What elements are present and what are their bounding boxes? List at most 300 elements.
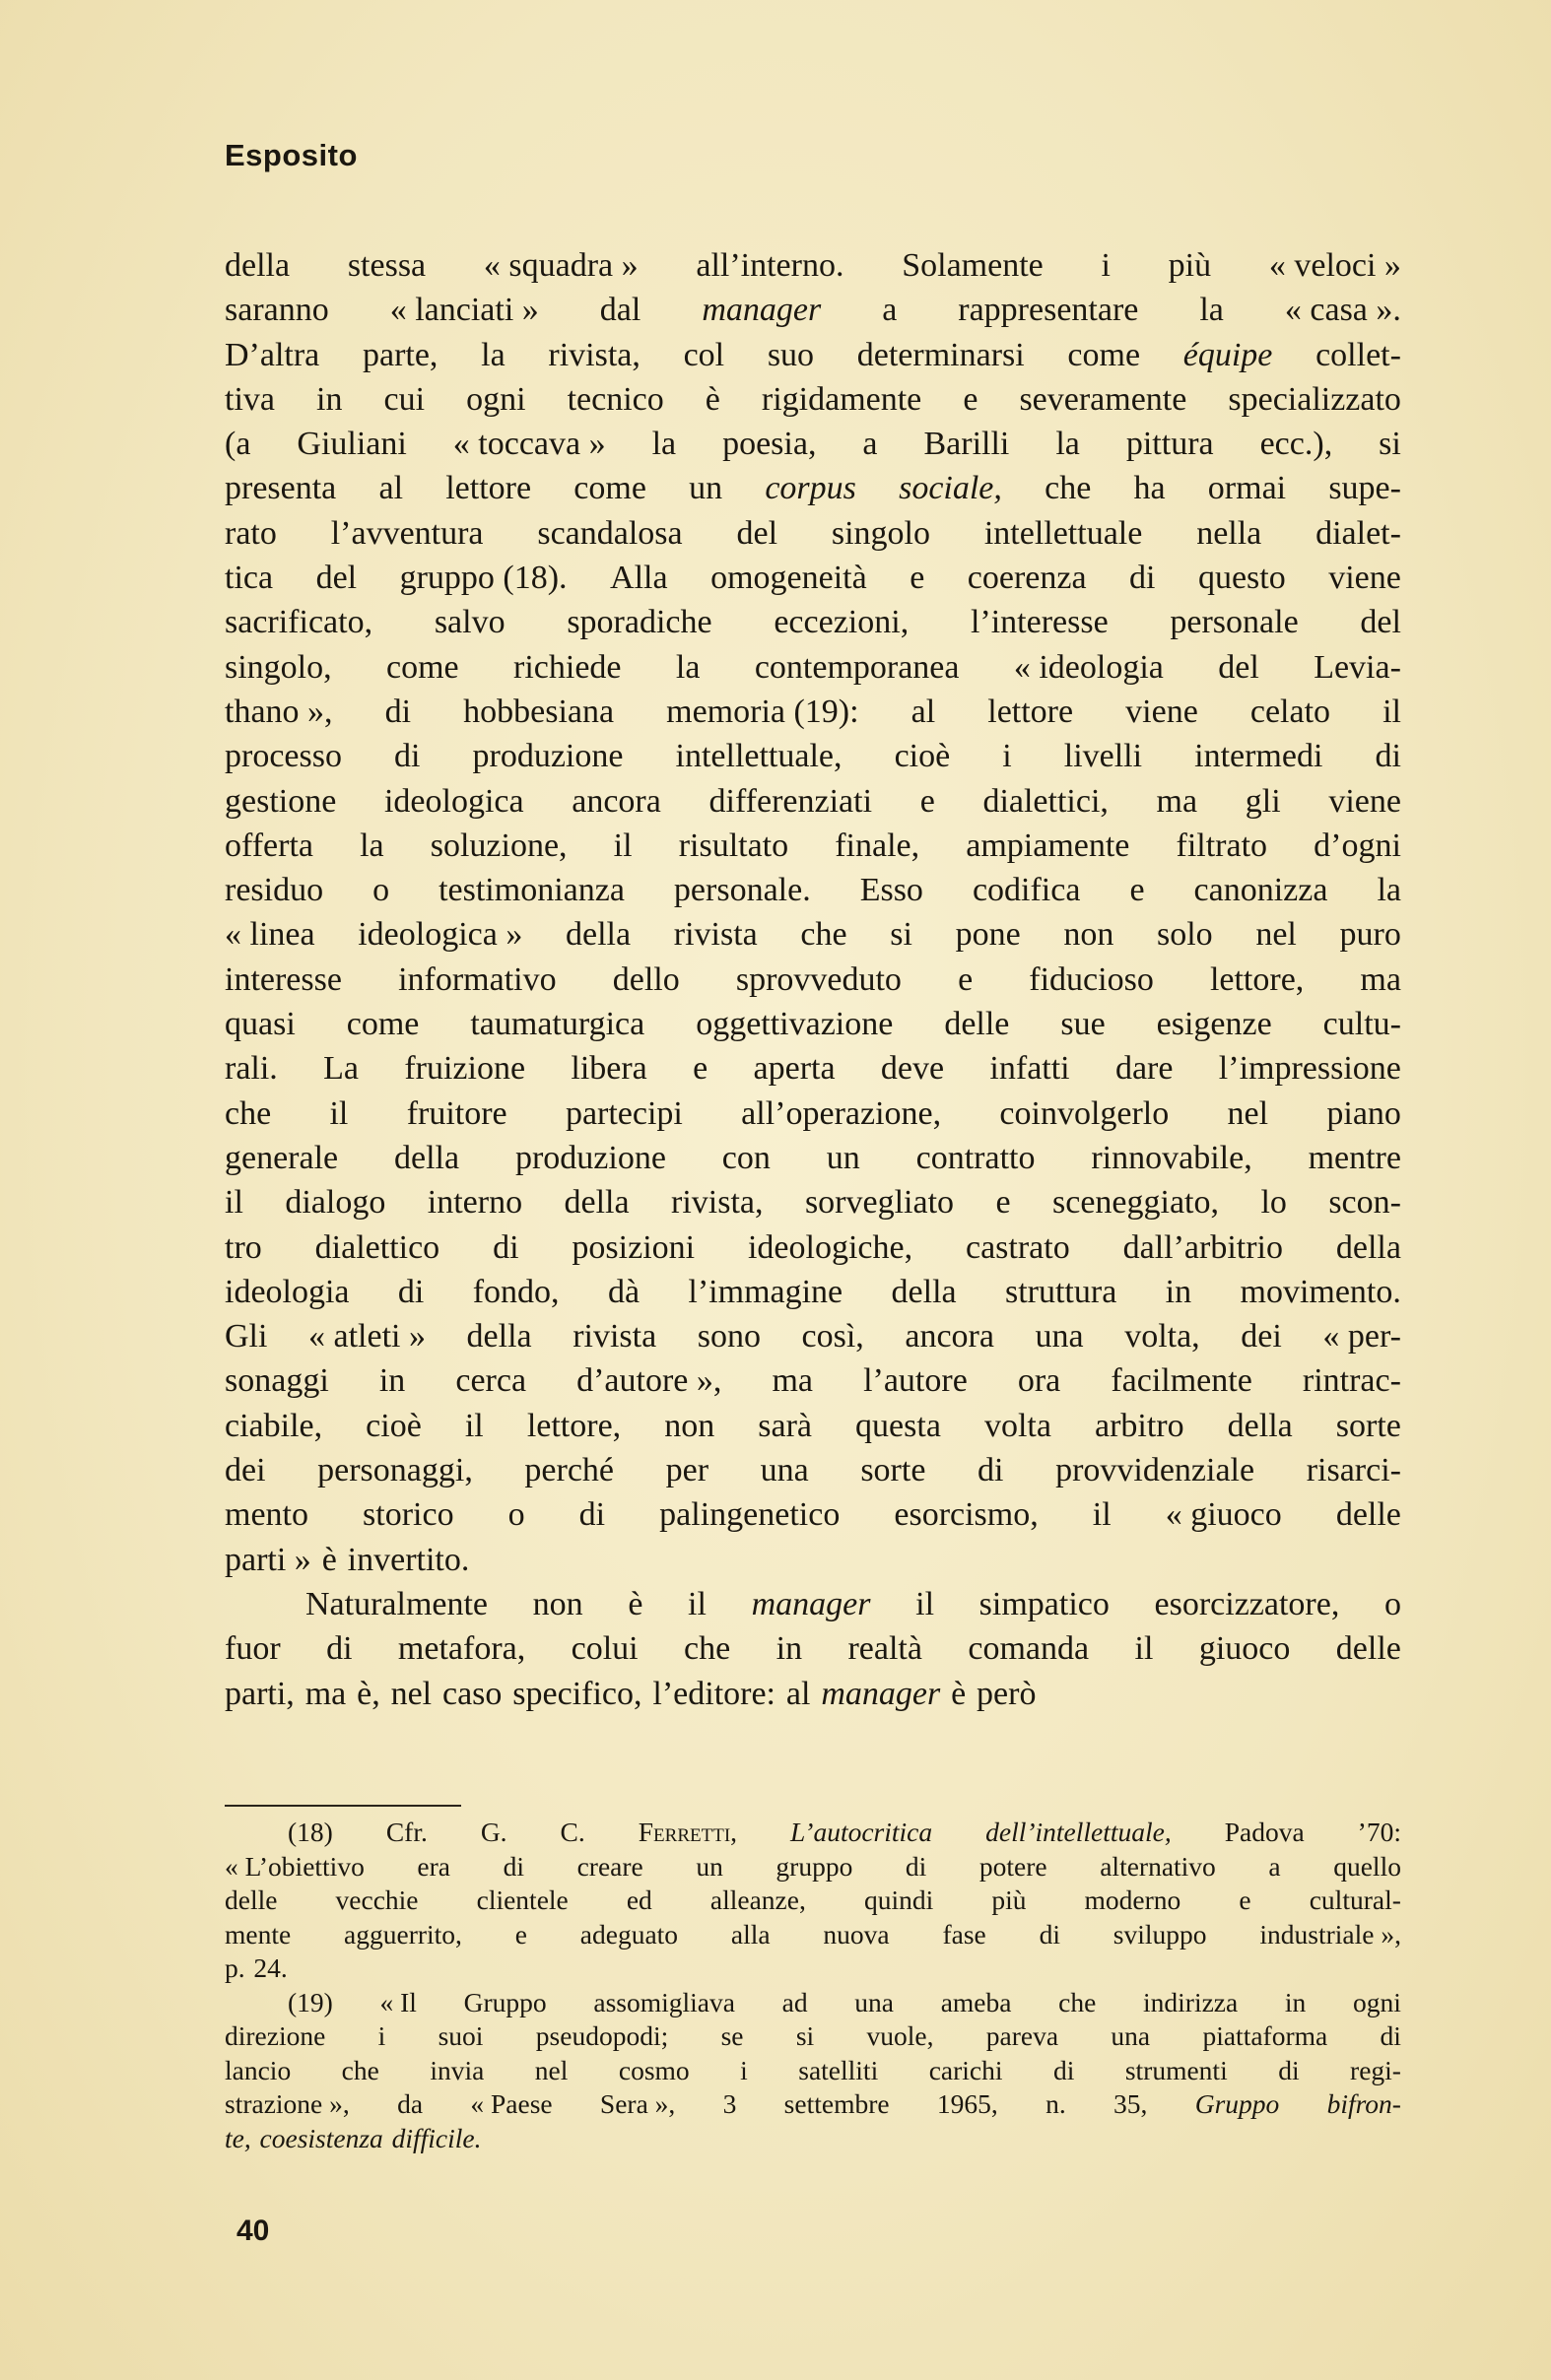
word: da	[397, 2088, 424, 2119]
footnote-line	[225, 2019, 1401, 2054]
word: personaggi,	[317, 1452, 473, 1489]
word: coerenza	[967, 560, 1087, 597]
word: lettore	[445, 470, 532, 507]
text-line	[225, 1314, 1401, 1358]
word: parti,	[225, 1675, 295, 1712]
word: direzione	[225, 2020, 326, 2051]
word: cultu-	[1322, 1006, 1401, 1043]
word: tecnico	[567, 380, 664, 418]
word: in	[1165, 1273, 1192, 1310]
word: infatti	[989, 1050, 1070, 1088]
word: palingenetico	[659, 1496, 841, 1534]
word: al	[378, 470, 404, 507]
word: della	[564, 1184, 630, 1222]
word: sarà	[758, 1407, 812, 1444]
footnote-line	[225, 1816, 1401, 1850]
word: coesistenza	[259, 2122, 383, 2153]
word: i	[377, 2020, 386, 2051]
word: e	[910, 560, 925, 597]
word: G.	[480, 1817, 507, 1847]
word: sporadiche	[567, 604, 712, 641]
word: rivista	[673, 916, 758, 954]
text-line	[225, 422, 1401, 466]
word: produzione	[472, 738, 624, 775]
word: dà	[607, 1273, 641, 1310]
word: il	[329, 1094, 349, 1132]
word: a	[882, 292, 898, 329]
word: solo	[1156, 916, 1213, 954]
word: gruppo	[776, 1850, 853, 1882]
word: aperta	[753, 1050, 836, 1088]
word: ed	[626, 1884, 652, 1915]
word: una	[1035, 1318, 1084, 1355]
word: residuo	[225, 872, 324, 909]
word: ampiamente	[966, 826, 1130, 864]
word: castrato	[966, 1228, 1070, 1266]
word: 35,	[1113, 2088, 1148, 2119]
word: generale	[225, 1139, 339, 1176]
word: Sera »,	[599, 2088, 676, 2119]
word: interno	[427, 1184, 523, 1222]
word: o	[1383, 1585, 1401, 1622]
word: quello	[1333, 1850, 1401, 1882]
word: e	[1239, 1884, 1251, 1915]
word: delle	[225, 1884, 278, 1915]
word: come	[346, 1006, 420, 1043]
word: i	[1101, 247, 1111, 284]
word: è,	[357, 1675, 380, 1712]
word: sviluppo	[1113, 1918, 1207, 1950]
text-line	[225, 288, 1401, 332]
word: dall’arbitrio	[1122, 1228, 1283, 1266]
word: suoi	[438, 2020, 484, 2051]
word: lettore	[987, 693, 1074, 730]
word: lo	[1260, 1184, 1287, 1222]
word: nel	[1255, 916, 1297, 954]
word: cioè	[366, 1407, 422, 1444]
word: della	[1335, 1228, 1401, 1266]
word: stessa	[347, 247, 427, 284]
word: strazione »,	[225, 2088, 350, 2119]
word: alleanze,	[709, 1884, 806, 1915]
word: invia	[430, 2054, 485, 2085]
word: ha	[1133, 470, 1166, 507]
word: rali.	[225, 1050, 278, 1088]
word: assomigliava	[593, 1986, 735, 2017]
word: Gruppo	[1194, 2088, 1280, 2119]
word: dialettico	[314, 1228, 440, 1266]
word: quasi	[225, 1006, 296, 1043]
word: più	[991, 1884, 1027, 1915]
word: thano »,	[225, 693, 333, 730]
word: « Paese	[470, 2088, 553, 2119]
word: quindi	[863, 1884, 934, 1915]
text-line	[225, 556, 1401, 600]
word: ecc.),	[1259, 426, 1333, 463]
word: di	[1039, 1918, 1060, 1950]
word: 24.	[253, 1952, 288, 1983]
word: che	[684, 1630, 731, 1668]
word: rato	[225, 514, 277, 552]
word: fiducioso	[1029, 960, 1154, 998]
word: Barilli	[923, 426, 1010, 463]
word: agguerrito,	[344, 1918, 462, 1950]
word: la	[1199, 292, 1224, 329]
word: il	[225, 1184, 243, 1222]
word: dialet-	[1315, 514, 1401, 552]
word: satelliti	[798, 2054, 879, 2085]
word: delle	[944, 1006, 1010, 1043]
word: rivista,	[548, 336, 641, 373]
footnote-line	[225, 2054, 1401, 2088]
word: il	[1382, 693, 1401, 730]
word: nel	[390, 1675, 433, 1712]
word: volta	[983, 1407, 1051, 1444]
word: si	[795, 2020, 815, 2051]
word: come	[573, 470, 646, 507]
text-line	[225, 1002, 1401, 1046]
word: in	[378, 1362, 406, 1400]
word: indirizza	[1143, 1986, 1239, 2017]
footnotes	[225, 1816, 1401, 2155]
word: delle	[1335, 1630, 1401, 1668]
word: intellettuale	[983, 514, 1143, 552]
word: industriale »,	[1259, 1918, 1401, 1950]
word: (19)	[288, 1986, 333, 2017]
word: la	[675, 648, 701, 686]
text-line	[225, 734, 1401, 778]
word: in	[316, 380, 343, 418]
word: canonizza	[1193, 872, 1328, 909]
word: si	[890, 916, 912, 954]
text-line	[225, 1091, 1401, 1136]
word: produzione	[514, 1139, 666, 1176]
word: ad	[781, 1986, 808, 2017]
word: La	[323, 1050, 359, 1088]
text-line	[225, 1626, 1401, 1671]
text-line	[225, 377, 1401, 422]
word: alla	[730, 1918, 771, 1950]
word: sorvegliato	[804, 1184, 955, 1222]
word: della	[891, 1273, 957, 1310]
word: il	[464, 1407, 484, 1444]
word: i	[1002, 738, 1012, 775]
word: carichi	[928, 2054, 1003, 2085]
word: giuoco	[1198, 1630, 1291, 1668]
word: nella	[1196, 514, 1262, 552]
word: Levia-	[1314, 648, 1401, 686]
word: i	[740, 2054, 748, 2085]
word: ma	[1156, 782, 1198, 820]
word: tica	[225, 560, 274, 597]
word: che	[225, 1094, 272, 1132]
word: personale.	[673, 872, 811, 909]
word: una	[760, 1452, 809, 1489]
word: vuole,	[866, 2020, 934, 2051]
word: oggettivazione	[696, 1006, 894, 1043]
word: perché	[524, 1452, 615, 1489]
word: del	[315, 560, 358, 597]
word: simpatico	[978, 1585, 1110, 1622]
word: sue	[1060, 1006, 1106, 1043]
word: pseudopodi;	[535, 2020, 669, 2051]
word: « Il	[379, 1986, 417, 2017]
text-line	[225, 779, 1401, 824]
word: coinvolgerlo	[999, 1094, 1170, 1132]
word: Alla	[610, 560, 668, 597]
word: settembre	[783, 2088, 890, 2119]
word: di	[503, 1850, 524, 1882]
word: interesse	[225, 960, 342, 998]
word: delle	[1335, 1496, 1401, 1534]
text-line	[225, 958, 1401, 1002]
word: piattaforma	[1202, 2020, 1328, 2051]
word: la	[1377, 872, 1401, 909]
word: come	[1067, 336, 1141, 373]
word: taumaturgica	[470, 1006, 645, 1043]
word: ogni	[466, 380, 526, 418]
word: all’interno.	[696, 247, 844, 284]
word: lettore,	[1209, 960, 1305, 998]
word: però	[977, 1675, 1037, 1712]
word: d’autore »,	[576, 1362, 722, 1400]
word: potere	[978, 1850, 1047, 1882]
word: determinarsi	[856, 336, 1025, 373]
footnote-line	[225, 1951, 1401, 1986]
word: creare	[576, 1850, 643, 1882]
word: sono	[697, 1318, 761, 1355]
word: 3	[722, 2088, 737, 2119]
word: l’impressione	[1218, 1050, 1401, 1088]
word: dialettici,	[982, 782, 1109, 820]
word: scandalosa	[537, 514, 683, 552]
word: cui	[383, 380, 426, 418]
word: parte,	[362, 336, 438, 373]
word: posizioni	[572, 1228, 696, 1266]
word: p.	[225, 1952, 245, 1983]
text-line	[225, 333, 1401, 377]
word: al	[910, 693, 936, 730]
word: il	[915, 1585, 935, 1622]
word: del	[1218, 648, 1259, 686]
word: dello	[612, 960, 680, 998]
word: storico	[363, 1496, 454, 1534]
word: pittura	[1125, 426, 1214, 463]
word: cerca	[455, 1362, 527, 1400]
word: celato	[1249, 693, 1331, 730]
word: non	[532, 1585, 583, 1622]
word: ma	[772, 1362, 813, 1400]
word: un	[689, 470, 723, 507]
word: specifico,	[512, 1675, 642, 1712]
word: dialogo	[285, 1184, 386, 1222]
word: testimonianza	[438, 872, 625, 909]
text-line	[225, 1270, 1401, 1314]
footnote-line	[225, 1884, 1401, 1918]
word: ideologiche,	[747, 1228, 913, 1266]
word: personale	[1170, 604, 1299, 641]
word: una	[854, 1986, 895, 2017]
word: e	[514, 1918, 527, 1950]
word: questo	[1197, 560, 1286, 597]
word: livelli	[1063, 738, 1143, 775]
word: scon-	[1328, 1184, 1401, 1222]
word: di	[493, 1228, 519, 1266]
word: gli	[1245, 782, 1281, 820]
word: Gruppo	[463, 1986, 547, 2017]
word: il	[688, 1585, 707, 1622]
word: intermedi	[1194, 738, 1323, 775]
word: il	[613, 826, 633, 864]
word: come	[386, 648, 459, 686]
word: un	[696, 1850, 723, 1882]
word: così,	[801, 1318, 864, 1355]
word: è	[321, 1541, 337, 1578]
word: manager	[751, 1585, 871, 1622]
word: salvo	[434, 604, 506, 641]
word: sceneggiato,	[1052, 1184, 1219, 1222]
text-line	[225, 1180, 1401, 1224]
word: della	[225, 247, 291, 284]
word: manager	[821, 1675, 941, 1712]
word: viene	[1125, 693, 1198, 730]
word: di	[1278, 2054, 1300, 2085]
word: tro	[225, 1228, 262, 1266]
word: pareva	[985, 2020, 1059, 2051]
word: « veloci »	[1268, 247, 1401, 284]
word: e	[995, 1184, 1011, 1222]
text-line	[225, 1136, 1401, 1180]
word: mento	[225, 1496, 308, 1534]
word: strumenti	[1124, 2054, 1228, 2085]
page-number: 40	[236, 2215, 270, 2247]
text-line	[225, 1492, 1401, 1537]
word: offerta	[225, 826, 313, 864]
word: libera	[571, 1050, 647, 1088]
word: esigenze	[1156, 1006, 1272, 1043]
word: contratto	[915, 1139, 1036, 1176]
word: ’70:	[1357, 1817, 1401, 1847]
word: del	[1360, 604, 1401, 641]
word: l’autore	[863, 1362, 968, 1400]
word: vecchie	[335, 1884, 419, 1915]
word: sprovveduto	[735, 960, 902, 998]
footnote-line	[225, 2087, 1401, 2122]
word: facilmente	[1111, 1362, 1252, 1400]
word: ameba	[940, 1986, 1012, 2017]
word: cosmo	[618, 2054, 690, 2085]
word: ideologica »	[358, 916, 523, 954]
text-line	[225, 1358, 1401, 1403]
word: di	[394, 738, 421, 775]
word: non	[664, 1407, 715, 1444]
word: non	[1063, 916, 1114, 954]
word: col	[683, 336, 725, 373]
word: di	[1380, 2020, 1401, 2051]
text-line	[225, 645, 1401, 690]
word: singolo,	[225, 648, 332, 686]
word: al	[785, 1675, 811, 1712]
word: sorte	[1335, 1407, 1401, 1444]
word: contemporanea	[754, 648, 960, 686]
word: filtrato	[1176, 826, 1268, 864]
text-line	[225, 1672, 1401, 1716]
word: la	[1055, 426, 1080, 463]
word: arbitro	[1094, 1407, 1184, 1444]
word: specializzato	[1228, 380, 1401, 418]
word: è	[705, 380, 720, 418]
text-line	[225, 1448, 1401, 1492]
word: sacrificato,	[225, 604, 373, 641]
word: Cfr.	[385, 1817, 428, 1847]
word: più	[1168, 247, 1212, 284]
word: dei	[1241, 1318, 1282, 1355]
footnote-line	[225, 2122, 1401, 2156]
word: (18)	[288, 1817, 333, 1847]
word: rappresentare	[958, 292, 1139, 329]
word: severamente	[1019, 380, 1187, 418]
word: Naturalmente	[305, 1585, 489, 1622]
word: puro	[1339, 916, 1401, 954]
word: « toccava »	[452, 426, 606, 463]
running-head: Esposito	[225, 138, 358, 172]
word: codifica	[972, 872, 1081, 909]
word: « atleti »	[308, 1318, 426, 1355]
word: D’altra	[225, 336, 320, 373]
word: ogni	[1352, 1986, 1401, 2017]
word: alternativo	[1100, 1850, 1216, 1882]
word: si	[1379, 426, 1401, 463]
word: a	[1268, 1850, 1281, 1882]
word: ciabile,	[225, 1407, 323, 1444]
word: poesia,	[722, 426, 817, 463]
word: per	[665, 1452, 709, 1489]
word: realtà	[847, 1630, 922, 1668]
word: movimento.	[1240, 1273, 1401, 1310]
word: differenziati	[708, 782, 873, 820]
word: richiede	[513, 648, 622, 686]
word: « lanciati »	[389, 292, 539, 329]
footnote-line	[225, 1918, 1401, 1952]
word: di	[1129, 560, 1156, 597]
word: Giuliani	[297, 426, 407, 463]
word: Ferretti,	[638, 1817, 738, 1847]
word: di	[578, 1496, 606, 1534]
word: colui	[571, 1630, 639, 1668]
text-line	[225, 1225, 1401, 1270]
word: che	[341, 2054, 379, 2085]
word: soluzione,	[430, 826, 568, 864]
word: della	[566, 916, 632, 954]
word: Solamente	[902, 247, 1044, 284]
text-line	[225, 824, 1401, 868]
word: che	[1058, 1986, 1097, 2017]
word: caso	[442, 1675, 503, 1712]
word: provvidenziale	[1055, 1452, 1255, 1489]
word: a	[862, 426, 878, 463]
word: « per-	[1322, 1318, 1401, 1355]
word: bifron-	[1326, 2088, 1401, 2119]
text-line	[225, 511, 1401, 556]
word: comanda	[968, 1630, 1090, 1668]
word: cioè	[894, 738, 951, 775]
word: fruizione	[404, 1050, 526, 1088]
word: e	[1129, 872, 1145, 909]
word: sonaggi	[225, 1362, 329, 1400]
word: n.	[1045, 2088, 1066, 2119]
word: rivista,	[671, 1184, 764, 1222]
word: « giuoco	[1165, 1496, 1282, 1534]
